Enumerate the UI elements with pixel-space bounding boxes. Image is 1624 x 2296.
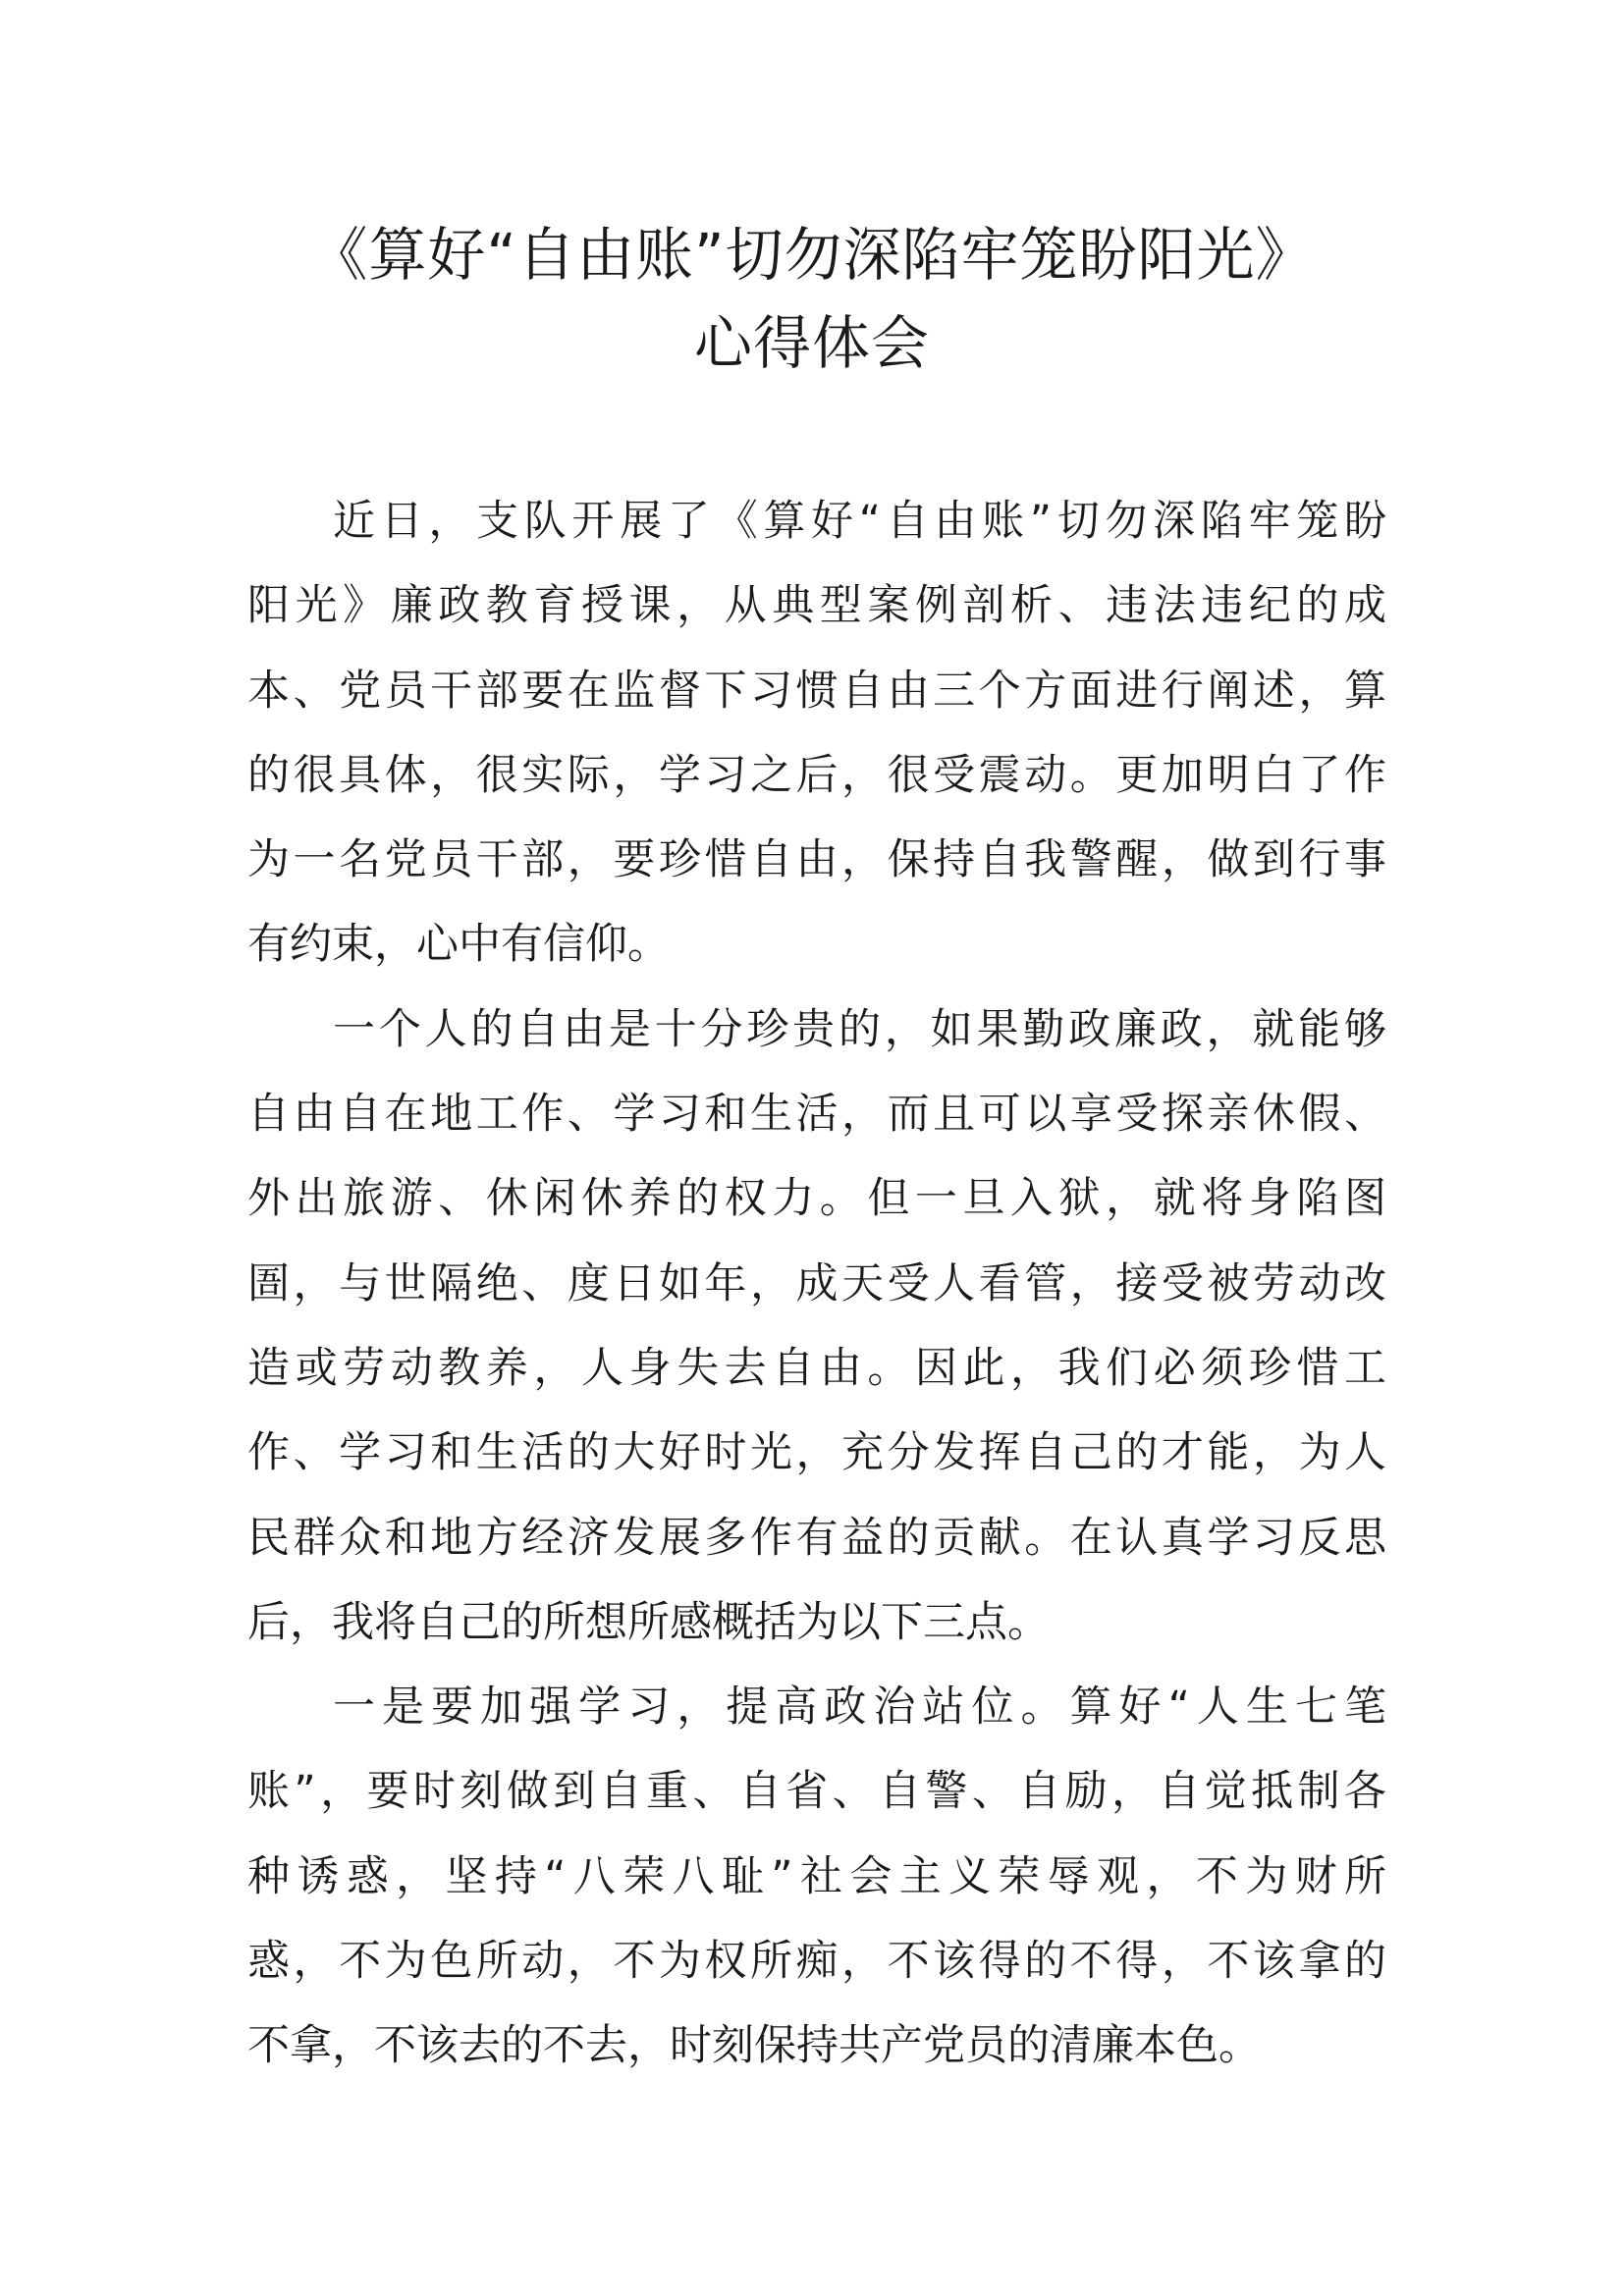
paragraph-line: 造或劳动教养，人身失去自由。因此，我们必须珍惜工 xyxy=(247,1343,1386,1393)
title-line-2: 心得体会 xyxy=(693,309,930,377)
paragraph-line: 外出旅游、休闲休养的权力。但一旦入狱，就将身陷图 xyxy=(247,1174,1386,1224)
paragraph-line: 作、学习和生活的大好时光，充分发挥自己的才能，为人 xyxy=(247,1428,1386,1478)
paragraph-line: 近日，支队开展了《算好“自由账”切勿深陷牢笼盼 xyxy=(333,497,1386,546)
paragraph-line: 民群众和地方经济发展多作有益的贡献。在认真学习反思 xyxy=(247,1513,1386,1563)
paragraph-3 xyxy=(247,1665,1386,2088)
paragraph-line: 后，我将自己的所想所感概括为以下三点。 xyxy=(247,1597,1050,1647)
paragraph-2 xyxy=(247,988,1386,1665)
paragraph-line: 本、党员干部要在监督下习惯自由三个方面进行阐述，算 xyxy=(247,666,1386,716)
title-line-1: 《算好“自由账”切勿深陷牢笼盼阳光》 xyxy=(309,221,1315,289)
paragraph-line: 为一名党员干部，要珍惜自由，保持自我警醒，做到行事 xyxy=(247,835,1386,885)
paragraph-line: 惑，不为色所动，不为权所痴，不该得的不得，不该拿的 xyxy=(247,1937,1386,1987)
document-title xyxy=(0,211,1624,388)
paragraph-1 xyxy=(247,479,1386,988)
paragraph-line: 有约束，心中有信仰。 xyxy=(247,920,670,970)
paragraph-line: 账”，要时刻做到自重、自省、自警、自励，自觉抵制各 xyxy=(247,1767,1386,1817)
paragraph-line: 一是要加强学习，提高政治站位。算好“人生七笔 xyxy=(333,1682,1386,1733)
paragraph-line: 种诱惑，坚持“八荣八耻”社会主义荣辱观，不为财所 xyxy=(247,1851,1386,1901)
paragraph-line: 阳光》廉政教育授课，从典型案例剖析、违法违纪的成 xyxy=(247,581,1386,631)
paragraph-line: 不拿，不该去的不去，时刻保持共产党员的清廉本色。 xyxy=(247,2021,1261,2071)
paragraph-line: 的很具体，很实际，学习之后，很受震动。更加明白了作 xyxy=(247,750,1386,800)
document-body xyxy=(247,479,1386,2089)
paragraph-line: 一个人的自由是十分珍贵的，如果勤政廉政，就能够 xyxy=(333,1004,1386,1054)
paragraph-line: 圄，与世隔绝、度日如年，成天受人看管，接受被劳动改 xyxy=(247,1258,1386,1308)
paragraph-line: 自由自在地工作、学习和生活，而且可以享受探亲休假、 xyxy=(247,1090,1386,1140)
